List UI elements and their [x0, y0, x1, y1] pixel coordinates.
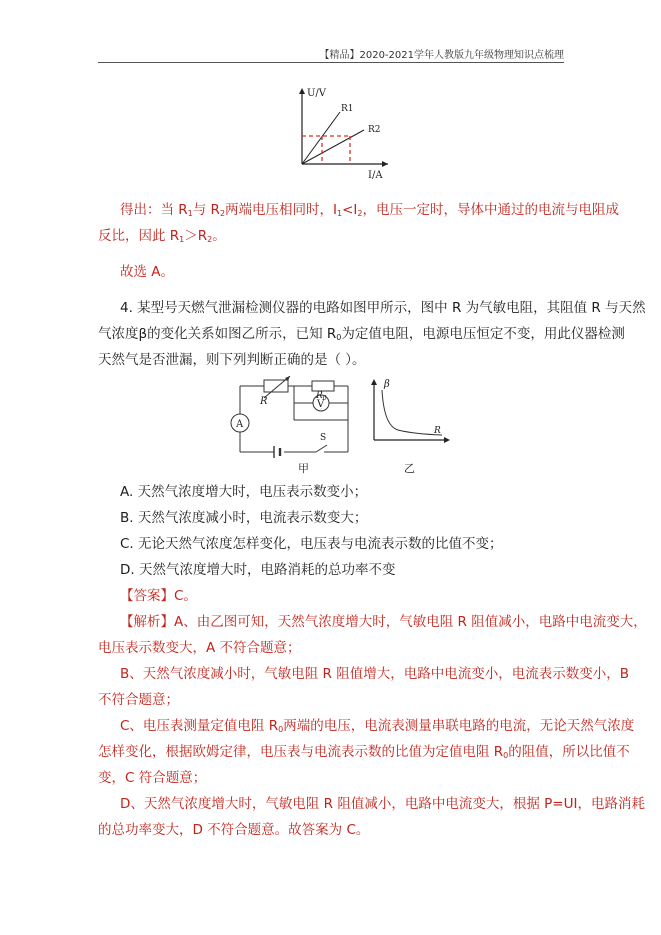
analysis-line-9: 的总功率变大，D 不符合题意。故答案为 C。: [98, 822, 370, 838]
option-a: A. 天然气浓度增大时，电压表示数变小；: [120, 484, 368, 500]
question-line-2: 气浓度β的变化关系如图乙所示，已知 $R_0$为定值电阻，电源电压恒定不变，用此仪器检测: [98, 326, 625, 342]
analysis-line-6: 怎样变化，根据欧姆定律，电压表与电流表示数的比值为定值电阻 $R_0$的阻值，所以比值不: [98, 744, 630, 760]
analysis-line-2: 电压表示数变大，A 不符合题意；: [98, 640, 301, 656]
choose-answer: 故选 A。: [120, 264, 175, 280]
resistor-r-label: R: [260, 396, 268, 407]
ammeter-label: A: [236, 419, 244, 430]
graph1-r1-label: R1: [341, 104, 354, 114]
analysis-line-3: B、天然气浓度减小时，气敏电阻 R 阻值增大，电路中电流变小，电流表示数变小，B: [120, 666, 629, 682]
circuit-caption: 甲: [298, 462, 309, 474]
analysis-line-8: D、天然气浓度增大时，气敏电阻 R 阻值减小，电路中电流变大，根据 P=UI，电路消耗: [120, 796, 645, 812]
ui-graph: [288, 84, 398, 184]
answer-line: 【答案】C。: [120, 588, 197, 604]
conclusion-line-1: 得出：当 $R_1$与 $R_2$两端电压相同时，$I_1<I_2$，电压一定时，导体中通过的电流与电阻成: [120, 202, 619, 218]
graph1-r2-label: R2: [368, 125, 381, 135]
question-line-1: 4. 某型号天燃气泄漏检测仪器的电路如图甲所示，图中 R 为气敏电阻，其阻值 R 与天然: [120, 300, 646, 316]
graph2-caption: 乙: [404, 462, 415, 474]
conclusion-line-2: 反比，因此 $R_1>R_2$。: [98, 228, 226, 244]
analysis-line-1: 【解析】A、由乙图可知，天然气浓度增大时，气敏电阻 R 阻值减小，电路中电流变大，: [120, 614, 647, 630]
voltmeter-label: V: [317, 399, 325, 410]
graph1-x-label: I/A: [368, 170, 383, 181]
resistor-r0-label: $R_0$: [316, 391, 327, 402]
graph2-y-label: β: [384, 379, 390, 390]
analysis-line-5: C、电压表测量定值电阻 $R_0$两端的电压，电流表测量串联电路的电流，无论天然气浓度: [120, 718, 635, 734]
question-line-3: 天然气是否泄漏，则下列判断正确的是（ ）。: [98, 352, 366, 368]
beta-graph: [368, 374, 454, 474]
analysis-line-7: 变，C 符合题意；: [98, 770, 207, 786]
header-rule: [98, 62, 564, 63]
option-c: C. 无论天然气浓度怎样变化，电压表与电流表示数的比值不变；: [120, 536, 503, 552]
page-header: 【精品】2020-2021学年人教版九年级物理知识点梳理: [319, 50, 564, 61]
circuit-diagram: [224, 376, 356, 474]
graph2-curve-label: R: [434, 426, 441, 436]
switch-label: S: [320, 433, 327, 443]
option-d: D. 天然气浓度增大时，电路消耗的总功率不变: [120, 562, 396, 578]
graph1-y-label: U/V: [307, 88, 327, 99]
analysis-line-4: 不符合题意；: [98, 692, 179, 708]
option-b: B. 天然气浓度减小时，电流表示数变大；: [120, 510, 368, 526]
